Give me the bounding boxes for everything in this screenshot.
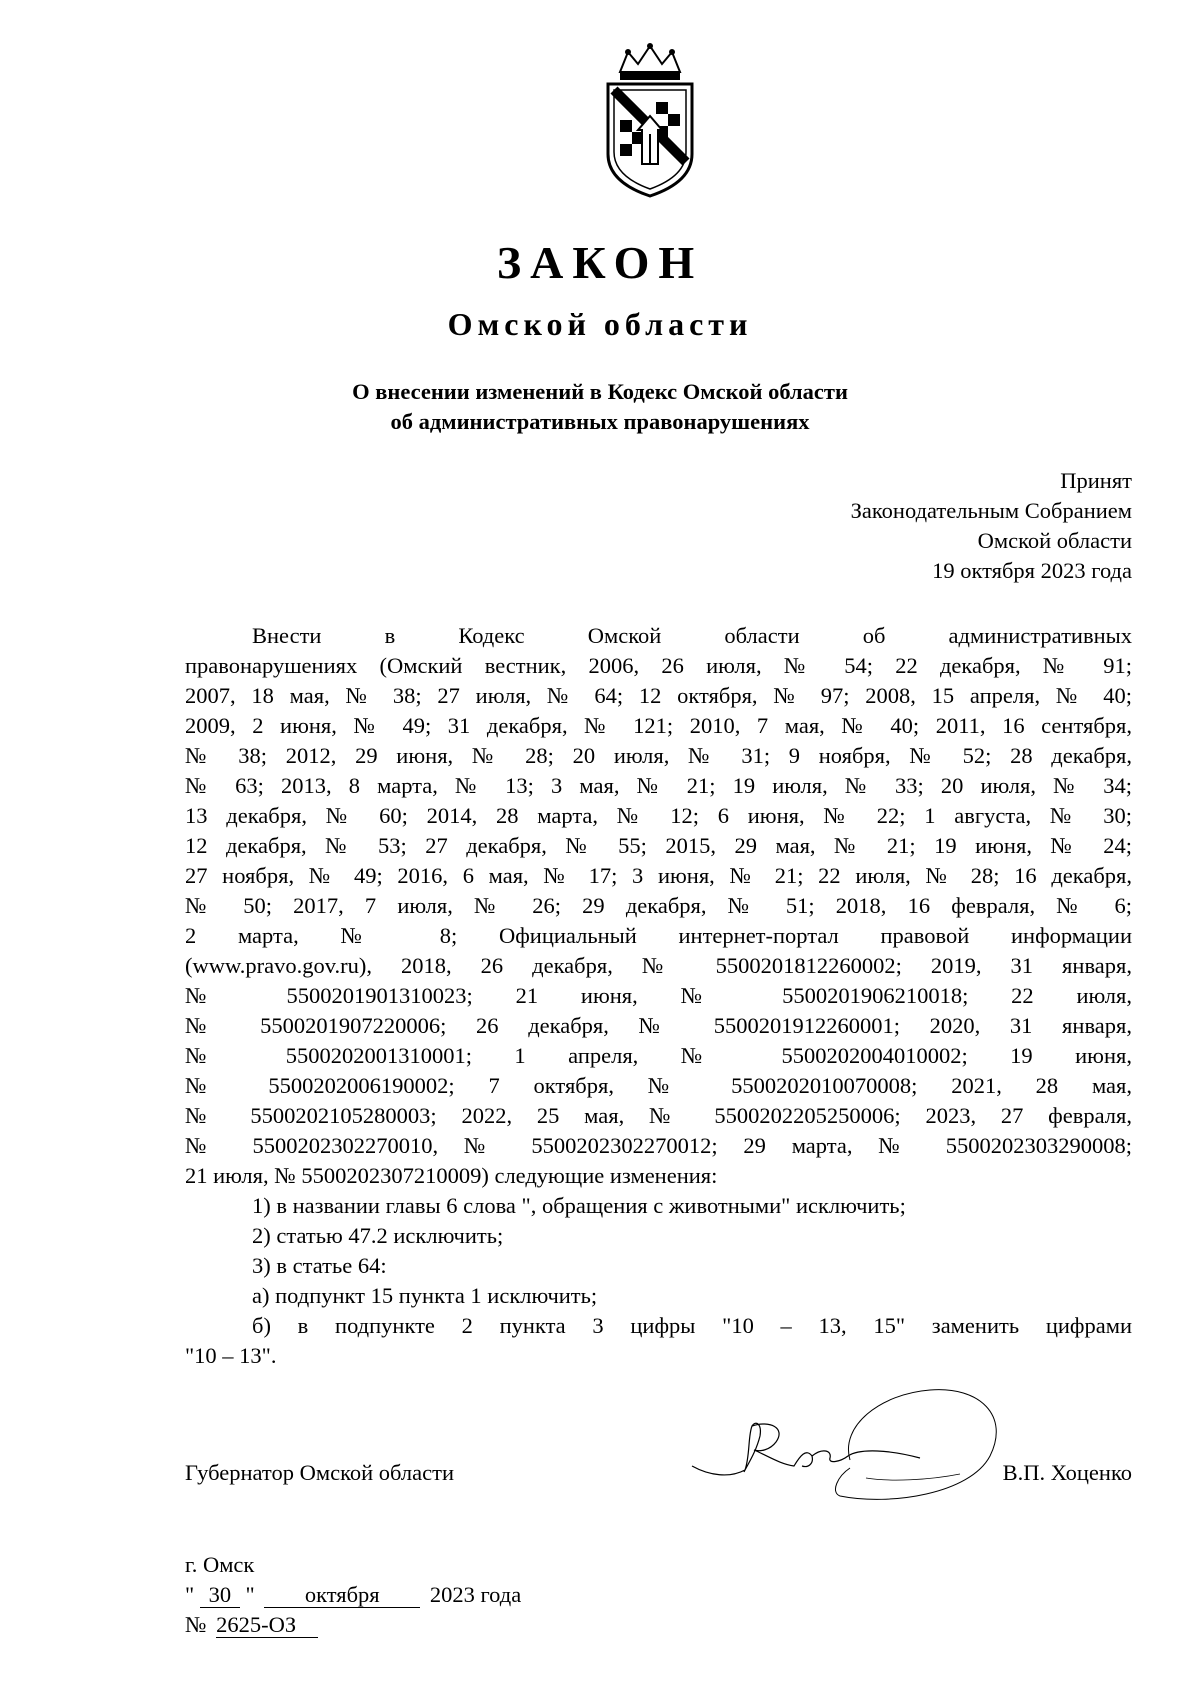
number-prefix: № (185, 1612, 207, 1637)
amendment-subitem: б) в подпункте 2 пункта 3 цифры "10 – 13, 15" заменить цифрами (252, 1313, 1132, 1338)
body-line: (www.pravo.gov.ru), 2018, 26 декабря, № 5500201812260002; 2019, 31 января, (185, 953, 1132, 978)
amendment-item: 2) статью 47.2 исключить; (252, 1223, 504, 1248)
date-year: 2023 года (429, 1582, 522, 1607)
body-line: 21 июля, № 5500202307210009) следующие изменения: (185, 1163, 718, 1188)
document-subject-line: об административных правонарушениях (390, 409, 810, 434)
body-line: № 38; 2012, 29 июня, № 28; 20 июля, № 31; 9 ноября, № 52; 28 декабря, (185, 743, 1132, 768)
document-number (185, 1610, 318, 1640)
body-line: правонарушениях (Омский вестник, 2006, 26 июля, № 54; 22 декабря, № 91; (185, 653, 1132, 678)
governor-name: В.П. Хоценко (1002, 1460, 1132, 1485)
body-line: № 5500202302270010, № 5500202302270012; 29 марта, № 5500202303290008; (185, 1133, 1132, 1158)
body-line: Внести в Кодекс Омской области об административных (252, 623, 1132, 648)
date-day: 30 (200, 1583, 240, 1608)
date-month: октября (264, 1583, 420, 1608)
adoption-line: Законодательным Собранием (850, 498, 1132, 523)
amendment-subitem: а) подпункт 15 пункта 1 исключить; (252, 1283, 598, 1308)
amendment-subitem-continuation: "10 – 13". (185, 1343, 277, 1368)
body-line: 2 марта, № 8; Официальный интернет-портал правовой информации (185, 923, 1132, 948)
amendment-item: 3) в статье 64: (252, 1253, 387, 1278)
body-line: № 63; 2013, 8 марта, № 13; 3 мая, № 21; 19 июля, № 33; 20 июля, № 34; (185, 773, 1132, 798)
number-value: 2625-ОЗ (216, 1613, 318, 1638)
coat-of-arms-icon (598, 42, 702, 200)
adoption-block (851, 466, 1132, 586)
document-subtitle: Омской области (447, 306, 753, 342)
document-title: ЗАКОН (496, 237, 704, 288)
governor-title: Губернатор Омской области (185, 1460, 454, 1485)
date-close-quote: " (245, 1582, 255, 1607)
adoption-line: Принят (1060, 468, 1132, 493)
body-line: № 5500202105280003; 2022, 25 мая, № 5500202205250006; 2023, 27 февраля, (185, 1103, 1132, 1128)
handwritten-signature (690, 1386, 1040, 1506)
adoption-line: Омской области (977, 528, 1132, 553)
date-open-quote: " (185, 1582, 195, 1607)
body-line: 2007, 18 мая, № 38; 27 июля, № 64; 12 октября, № 97; 2008, 15 апреля, № 40; (185, 683, 1132, 708)
body-line: 27 ноября, № 49; 2016, 6 мая, № 17; 3 июня, № 21; 22 июля, № 28; 16 декабря, (185, 863, 1132, 888)
body-line: 12 декабря, № 53; 27 декабря, № 55; 2015, 29 мая, № 21; 19 июня, № 24; (185, 833, 1132, 858)
law-body-text (185, 621, 1132, 1371)
document-subject-line: О внесении изменений в Кодекс Омской области (352, 379, 848, 404)
body-line: № 5500201907220006; 26 декабря, № 5500201912260001; 2020, 31 января, (185, 1013, 1132, 1038)
body-line: № 5500202006190002; 7 октября, № 5500202010070008; 2021, 28 мая, (185, 1073, 1132, 1098)
document-place: г. Омск (185, 1552, 255, 1577)
body-line: 2009, 2 июня, № 49; 31 декабря, № 121; 2010, 7 мая, № 40; 2011, 16 сентября, (185, 713, 1132, 738)
document-date (185, 1580, 521, 1610)
body-line: 13 декабря, № 60; 2014, 28 марта, № 12; 6 июня, № 22; 1 августа, № 30; (185, 803, 1132, 828)
body-line: № 5500201901310023; 21 июня, № 5500201906210018; 22 июля, (185, 983, 1132, 1008)
amendment-item: 1) в названии главы 6 слова ", обращения с животными" исключить; (252, 1193, 906, 1218)
body-line: № 50; 2017, 7 июля, № 26; 29 декабря, № 51; 2018, 16 февраля, № 6; (185, 893, 1132, 918)
body-line: № 5500202001310001; 1 апреля, № 5500202004010002; 19 июня, (185, 1043, 1132, 1068)
adoption-date: 19 октября 2023 года (932, 558, 1132, 583)
